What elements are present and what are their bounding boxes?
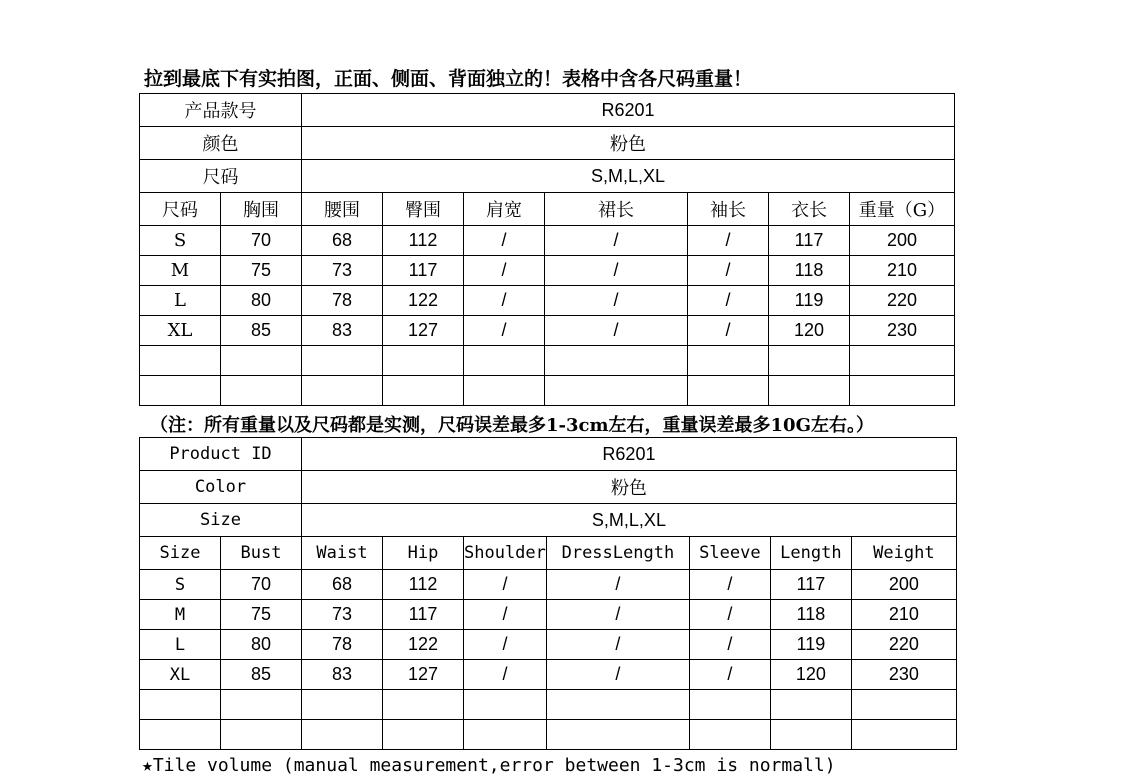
info-value: S,M,L,XL <box>302 160 955 193</box>
empty-cell <box>221 346 302 376</box>
table-cell: 70 <box>221 570 302 600</box>
column-header: 重量（G） <box>850 193 955 226</box>
table-cell: 78 <box>302 286 383 316</box>
table-cell: 127 <box>383 660 464 690</box>
info-label: Color <box>140 471 302 504</box>
table-cell: / <box>545 316 688 346</box>
column-header: 腰围 <box>302 193 383 226</box>
empty-cell <box>140 376 221 406</box>
table-row <box>140 660 957 690</box>
column-header: 裙长 <box>545 193 688 226</box>
empty-cell <box>769 376 850 406</box>
table-cell: L <box>140 286 221 316</box>
empty-cell <box>302 376 383 406</box>
table-row <box>140 316 955 346</box>
empty-cell <box>545 346 688 376</box>
table-row <box>140 286 955 316</box>
table-cell: L <box>140 630 221 660</box>
empty-cell <box>302 346 383 376</box>
table-cell: 112 <box>383 226 464 256</box>
info-value: 粉色 <box>302 471 957 504</box>
info-row <box>140 504 957 537</box>
empty-cell <box>851 720 956 750</box>
empty-cell <box>464 346 545 376</box>
table-cell: 120 <box>769 316 850 346</box>
table-cell: / <box>464 600 547 630</box>
info-label: 颜色 <box>140 127 302 160</box>
table-cell: / <box>546 570 689 600</box>
info-label: Product ID <box>140 438 302 471</box>
empty-cell <box>546 690 689 720</box>
table-cell: 78 <box>302 630 383 660</box>
table-cell: 120 <box>770 660 851 690</box>
empty-cell <box>689 690 770 720</box>
table-cell: / <box>689 630 770 660</box>
table-cell: 75 <box>221 256 302 286</box>
empty-cell <box>383 376 464 406</box>
header-row <box>140 537 957 570</box>
column-header: 尺码 <box>140 193 221 226</box>
table-cell: / <box>464 660 547 690</box>
table-cell: / <box>464 286 545 316</box>
empty-cell <box>689 720 770 750</box>
table-cell: / <box>464 316 545 346</box>
size-table-english <box>139 437 957 750</box>
info-row <box>140 94 955 127</box>
table-cell: 210 <box>850 256 955 286</box>
table-cell: 85 <box>221 660 302 690</box>
empty-cell <box>221 690 302 720</box>
info-label: Size <box>140 504 302 537</box>
empty-cell <box>302 690 383 720</box>
table-cell: 220 <box>850 286 955 316</box>
table-cell: / <box>464 570 547 600</box>
table-cell: S <box>140 570 221 600</box>
table-cell: 200 <box>850 226 955 256</box>
info-row <box>140 127 955 160</box>
table-cell: 80 <box>221 286 302 316</box>
empty-cell <box>546 720 689 750</box>
empty-cell <box>464 690 547 720</box>
empty-cell <box>688 376 769 406</box>
table-cell: 68 <box>302 570 383 600</box>
empty-cell <box>464 720 547 750</box>
table-cell: M <box>140 256 221 286</box>
empty-row <box>140 690 957 720</box>
table-cell: 230 <box>851 660 956 690</box>
table-cell: 117 <box>383 256 464 286</box>
table-cell: 117 <box>769 226 850 256</box>
table-cell: / <box>688 256 769 286</box>
column-header: DressLength <box>546 537 689 570</box>
empty-cell <box>383 720 464 750</box>
table-row <box>140 256 955 286</box>
table-cell: / <box>688 226 769 256</box>
table-cell: / <box>689 600 770 630</box>
column-header: 胸围 <box>221 193 302 226</box>
info-row <box>140 471 957 504</box>
column-header: Shoulder <box>464 537 547 570</box>
table-cell: 112 <box>383 570 464 600</box>
info-value: R6201 <box>302 438 957 471</box>
empty-cell <box>850 376 955 406</box>
table-cell: 200 <box>851 570 956 600</box>
empty-cell <box>383 346 464 376</box>
info-row <box>140 438 957 471</box>
empty-row <box>140 346 955 376</box>
table-row <box>140 226 955 256</box>
table-cell: XL <box>140 316 221 346</box>
table-cell: / <box>546 660 689 690</box>
table-cell: 117 <box>770 570 851 600</box>
column-header: 袖长 <box>688 193 769 226</box>
empty-cell <box>464 376 545 406</box>
table-cell: 85 <box>221 316 302 346</box>
top-note: 拉到最底下有实拍图，正面、侧面、背面独立的！表格中含各尺码重量！ <box>144 68 753 90</box>
table-row <box>140 570 957 600</box>
table-cell: 75 <box>221 600 302 630</box>
empty-cell <box>545 376 688 406</box>
empty-cell <box>140 720 221 750</box>
measurement-note: （注：所有重量以及尺码都是实测，尺码误差最多1-3cm左右，重量误差最多10G左右。） <box>150 415 874 436</box>
column-header: 肩宽 <box>464 193 545 226</box>
column-header: Hip <box>383 537 464 570</box>
column-header: Size <box>140 537 221 570</box>
table-cell: 83 <box>302 316 383 346</box>
column-header: Sleeve <box>689 537 770 570</box>
column-header: Waist <box>302 537 383 570</box>
empty-row <box>140 720 957 750</box>
table-cell: 122 <box>383 630 464 660</box>
table-cell: 73 <box>302 256 383 286</box>
empty-cell <box>221 720 302 750</box>
table-cell: S <box>140 226 221 256</box>
empty-cell <box>221 376 302 406</box>
empty-cell <box>383 690 464 720</box>
header-row <box>140 193 955 226</box>
info-label: 产品款号 <box>140 94 302 127</box>
table-cell: / <box>546 600 689 630</box>
table-cell: / <box>688 316 769 346</box>
table-cell: 70 <box>221 226 302 256</box>
table-cell: 127 <box>383 316 464 346</box>
empty-cell <box>140 690 221 720</box>
column-header: Length <box>770 537 851 570</box>
table-cell: 73 <box>302 600 383 630</box>
table-cell: / <box>545 256 688 286</box>
table-cell: M <box>140 600 221 630</box>
empty-cell <box>850 346 955 376</box>
info-row <box>140 160 955 193</box>
table-cell: XL <box>140 660 221 690</box>
table-cell: 119 <box>769 286 850 316</box>
table-cell: / <box>689 570 770 600</box>
table-cell: 68 <box>302 226 383 256</box>
table-cell: / <box>545 226 688 256</box>
table-cell: 230 <box>850 316 955 346</box>
table-cell: / <box>688 286 769 316</box>
empty-row <box>140 376 955 406</box>
table-cell: 80 <box>221 630 302 660</box>
column-header: Bust <box>221 537 302 570</box>
info-value: 粉色 <box>302 127 955 160</box>
table-cell: 118 <box>770 600 851 630</box>
table-cell: / <box>545 286 688 316</box>
table-cell: / <box>546 630 689 660</box>
table-cell: 117 <box>383 600 464 630</box>
table-cell: 118 <box>769 256 850 286</box>
empty-cell <box>851 690 956 720</box>
column-header: 臀围 <box>383 193 464 226</box>
table-cell: / <box>464 226 545 256</box>
footer-note: ★Tile volume (manual measurement,error between 1-3cm is normall) <box>142 755 836 776</box>
column-header: 衣长 <box>769 193 850 226</box>
size-table-chinese <box>139 93 955 406</box>
table-row <box>140 600 957 630</box>
column-header: Weight <box>851 537 956 570</box>
info-value: S,M,L,XL <box>302 504 957 537</box>
table-cell: 83 <box>302 660 383 690</box>
empty-cell <box>302 720 383 750</box>
table-cell: 210 <box>851 600 956 630</box>
empty-cell <box>770 690 851 720</box>
table-cell: 119 <box>770 630 851 660</box>
empty-cell <box>770 720 851 750</box>
empty-cell <box>140 346 221 376</box>
table-cell: 122 <box>383 286 464 316</box>
table-cell: / <box>464 630 547 660</box>
info-value: R6201 <box>302 94 955 127</box>
table-cell: 220 <box>851 630 956 660</box>
empty-cell <box>688 346 769 376</box>
empty-cell <box>769 346 850 376</box>
table-cell: / <box>464 256 545 286</box>
info-label: 尺码 <box>140 160 302 193</box>
table-cell: / <box>689 660 770 690</box>
table-row <box>140 630 957 660</box>
